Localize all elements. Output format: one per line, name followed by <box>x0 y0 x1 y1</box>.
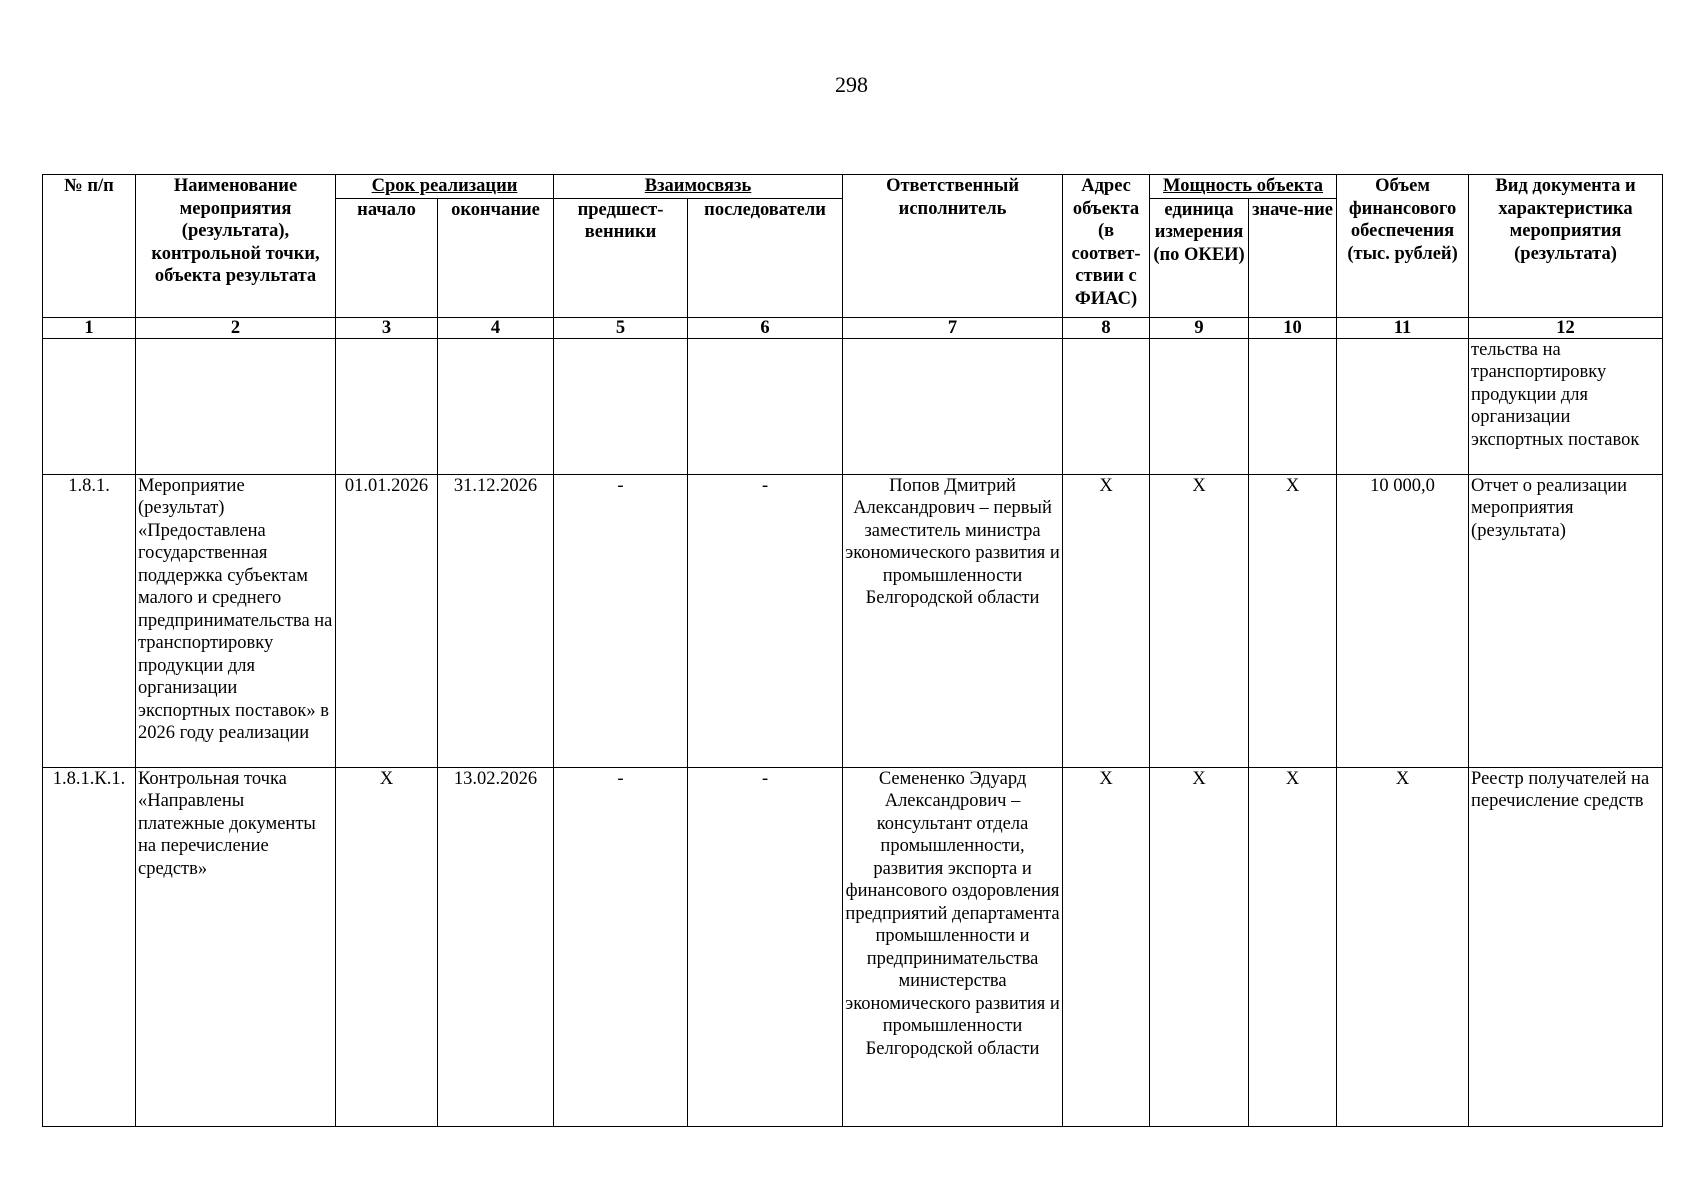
table-row <box>43 474 1663 767</box>
column-number: 10 <box>1249 317 1337 338</box>
row-name <box>136 338 336 474</box>
row-address: X <box>1063 767 1150 1126</box>
row-end <box>438 338 554 474</box>
header-volume: Объем финансового обеспечения (тыс. рублей) <box>1337 175 1469 318</box>
header-responsible: Ответственный исполнитель <box>843 175 1063 318</box>
row-start <box>336 338 438 474</box>
column-number: 3 <box>336 317 438 338</box>
header-unit: единица измерения (по ОКЕИ) <box>1150 198 1249 317</box>
row-end: 13.02.2026 <box>438 767 554 1126</box>
row-unit: X <box>1150 767 1249 1126</box>
table-row <box>43 767 1663 1126</box>
header-start: начало <box>336 198 438 317</box>
row-predecessors: - <box>554 767 688 1126</box>
row-start: 01.01.2026 <box>336 474 438 767</box>
column-number: 9 <box>1150 317 1249 338</box>
row-predecessors: - <box>554 474 688 767</box>
header-capacity: Мощность объекта <box>1150 175 1337 199</box>
header-address: Адрес объекта (в соответ-ствии с ФИАС) <box>1063 175 1150 318</box>
row-volume <box>1337 338 1469 474</box>
row-successors: - <box>688 767 843 1126</box>
header-num: № п/п <box>43 175 136 318</box>
header-successors: последователи <box>688 198 843 317</box>
row-unit: X <box>1150 474 1249 767</box>
row-document: тельства на транспортировку продукции для организации экспортных поставок <box>1469 338 1663 474</box>
header-predecessors: предшест-венники <box>554 198 688 317</box>
row-document: Реестр получателей на перечисление средств <box>1469 767 1663 1126</box>
row-name: Контрольная точка «Направлены платежные документы на перечисление средств» <box>136 767 336 1126</box>
header-document: Вид документа и характеристика мероприятия (результата) <box>1469 175 1663 318</box>
column-number: 1 <box>43 317 136 338</box>
header-value: значе-ние <box>1249 198 1337 317</box>
column-number: 8 <box>1063 317 1150 338</box>
row-predecessors <box>554 338 688 474</box>
row-name: Мероприятие (результат) «Предоставлена государственная поддержка субъектам малого и среднего предпринимательства на транспортировку продукции для организации экспортных поставок» в 2026 году реализации <box>136 474 336 767</box>
row-responsible: Попов Дмитрий Александрович – первый заместитель министра экономического развития и промышленности Белгородской области <box>843 474 1063 767</box>
row-volume: X <box>1337 767 1469 1126</box>
column-number: 11 <box>1337 317 1469 338</box>
header-end: окончание <box>438 198 554 317</box>
plan-table <box>42 174 1663 1127</box>
page-number: 298 <box>835 72 868 97</box>
header-term: Срок реализации <box>336 175 554 199</box>
column-number: 6 <box>688 317 843 338</box>
column-number: 2 <box>136 317 336 338</box>
row-address: X <box>1063 474 1150 767</box>
header-link: Взаимосвязь <box>554 175 843 199</box>
row-document: Отчет о реализации мероприятия (результата) <box>1469 474 1663 767</box>
row-value <box>1249 338 1337 474</box>
row-responsible <box>843 338 1063 474</box>
row-num: 1.8.1. <box>43 474 136 767</box>
row-unit <box>1150 338 1249 474</box>
column-number: 7 <box>843 317 1063 338</box>
row-num <box>43 338 136 474</box>
row-successors <box>688 338 843 474</box>
header-name: Наименование мероприятия (результата), контрольной точки, объекта результата <box>136 175 336 318</box>
row-value: X <box>1249 767 1337 1126</box>
row-end: 31.12.2026 <box>438 474 554 767</box>
row-volume: 10 000,0 <box>1337 474 1469 767</box>
row-successors: - <box>688 474 843 767</box>
column-number: 4 <box>438 317 554 338</box>
row-responsible: Семененко Эдуард Александрович – консультант отдела промышленности, развития экспорта и финансового оздоровления предприятий департамента промышленности и предпринимательства министерства экономического развития и промышленности Белгородской области <box>843 767 1063 1126</box>
table-row <box>43 338 1663 474</box>
column-number: 12 <box>1469 317 1663 338</box>
row-address <box>1063 338 1150 474</box>
row-start: X <box>336 767 438 1126</box>
row-value: X <box>1249 474 1337 767</box>
column-number: 5 <box>554 317 688 338</box>
row-num: 1.8.1.К.1. <box>43 767 136 1126</box>
